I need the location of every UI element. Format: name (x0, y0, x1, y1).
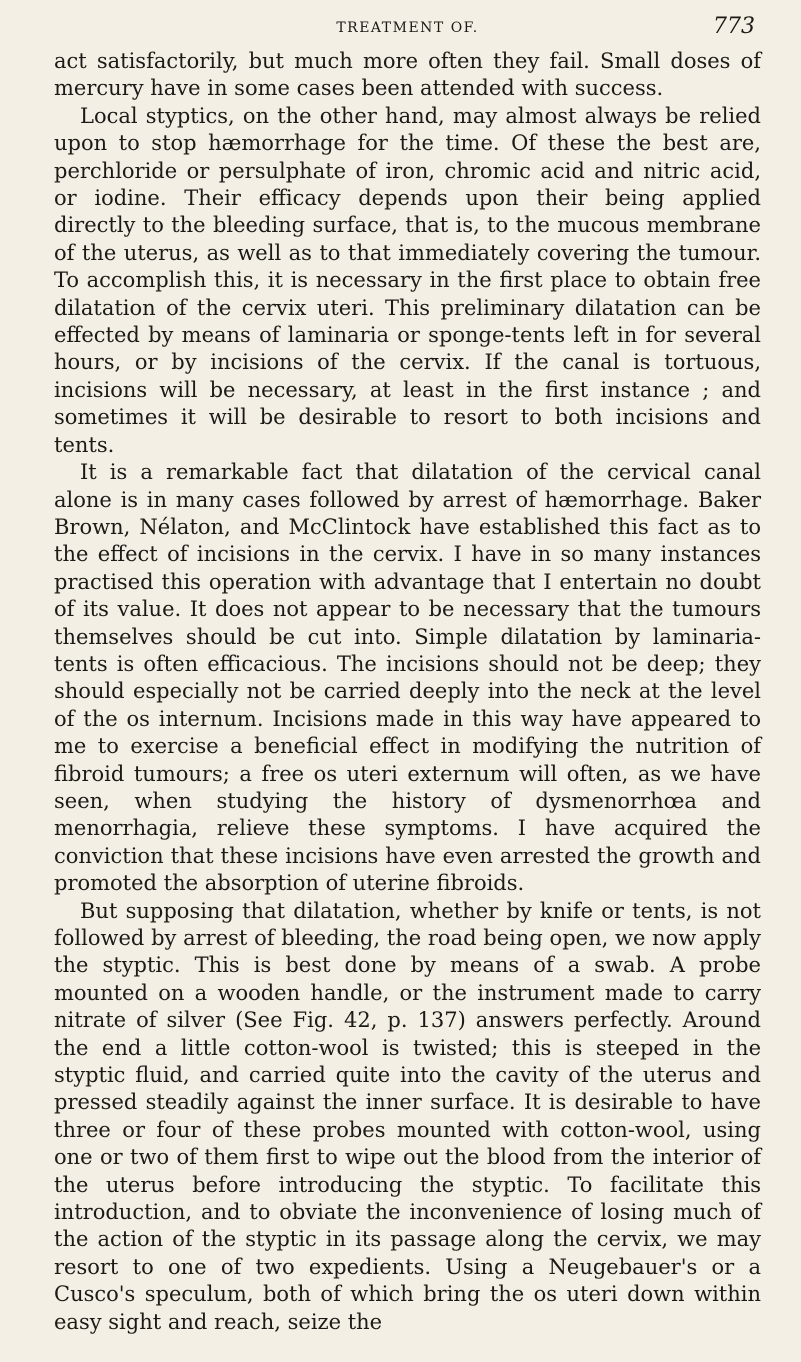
running-title: TREATMENT OF. (336, 20, 479, 36)
page-number: 773 (713, 14, 755, 39)
body-text (54, 48, 761, 1336)
paragraph: Local styptics, on the other hand, may almost always be relied upon to stop hæmorrhage for the time. Of these the best are, perchloride or persulphate of iron, chromic acid and nitric acid, or iodine. Their efficacy depends upon their being applied directly to the bleeding surface, that is, to the mucous membrane of the uterus, as well as to that immediately covering the tumour. To accomplish this, it is necessary in the first place to obtain free dilatation of the cervix uteri. This preliminary dilatation can be effected by means of laminaria or sponge-tents left in for several hours, or by incisions of the cervix. If the canal is tortuous, incisions will be necessary, at least in the first instance ; and sometimes it will be desirable to resort to both incisions and tents. (54, 103, 761, 457)
paragraph: It is a remarkable fact that dilatation of the cervical canal alone is in many cases followed by arrest of hæmorrhage. Baker Brown, Nélaton, and McClintock have established this fact as to the effect of incisions in the cervix. I have in so many instances practised this operation with advantage that I entertain no doubt of its value. It does not appear to be necessary that the tumours themselves should be cut into. Simple dilatation by laminaria-tents is often efficacious. The incisions should not be deep; they should especially not be carried deeply into the neck at the level of the os internum. Incisions made in this way have appeared to me to exercise a beneficial effect in modifying the nutrition of fibroid tumours; a free os uteri externum will often, as we have seen, when studying the history of dysmenorrhœa and menorrhagia, relieve these symptoms. I have acquired the conviction that these incisions have even arrested the growth and promoted the absorption of uterine fibroids. (54, 460, 761, 896)
paragraph: act satisfactorily, but much more often they fail. Small doses of mercury have in some cases been attended with success. (54, 49, 761, 101)
paragraph: But supposing that dilatation, whether by knife or tents, is not followed by arrest of bleeding, the road being open, we now apply the styptic. This is best done by means of a swab. A probe mounted on a wooden handle, or the instrument made to carry nitrate of silver (See Fig. 42, p. 137) answers perfectly. Around the end a little cotton-wool is twisted; this is steeped in the styptic fluid, and carried quite into the cavity of the uterus and pressed steadily against the inner surface. It is desirable to have three or four of these probes mounted with cotton-wool, using one or two of them first to wipe out the blood from the interior of the uterus before introducing the styptic. To facilitate this introduction, and to obviate the inconvenience of losing much of the action of the styptic in its passage along the cervix, we may resort to one of two expedients. Using a Neugebauer's or a Cusco's speculum, both of which bring the os uteri down within easy sight and reach, seize the (54, 898, 761, 1334)
running-head (54, 0, 761, 48)
